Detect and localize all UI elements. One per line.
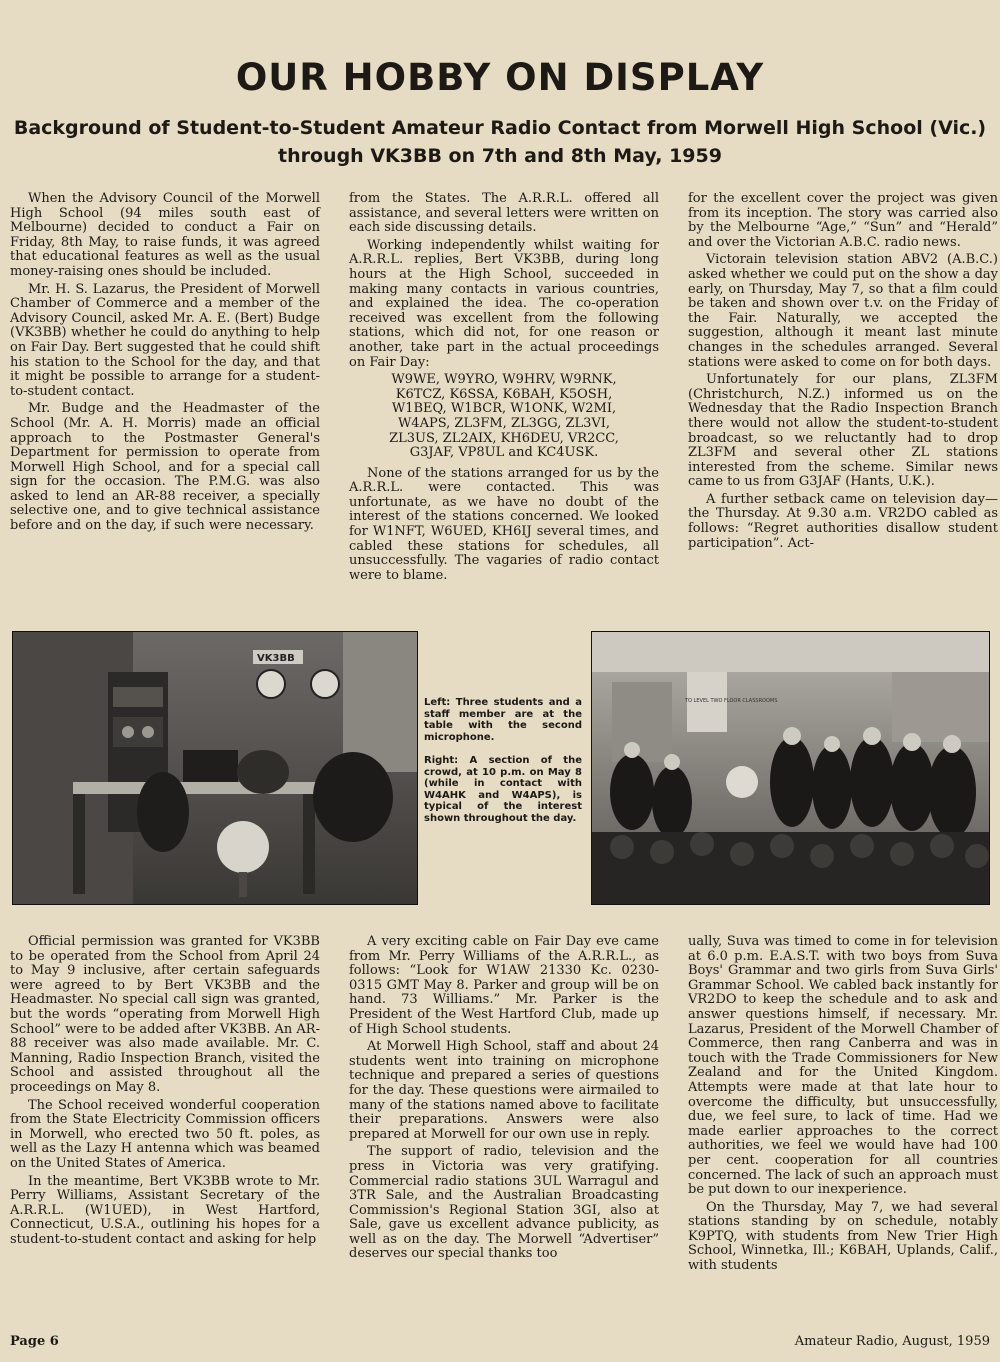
paragraph: A very exciting cable on Fair Day eve came from Mr. Perry Williams of the A.R.R.L., as follows: “Look for W1AW 21330 Kc. 0230-0315 GMT May 8. Parker and group will be on hand. 73 Williams.” Mr. Parker is the President of the West Hartford Club, made up of High School students. (349, 934, 659, 1037)
article-title: OUR HOBBY ON DISPLAY (235, 56, 765, 99)
paragraph: On the Thursday, May 7, we had several stations standing by on schedule, notably K9PTQ, with students from New Trier High School, Winnetka, Ill.; K6BAH, Uplands, Calif., with students (688, 1199, 998, 1274)
paragraph: A further setback came on television day—the Thursday. At 9.30 a.m. VR2DO cabled as follows: “Regret authorities disallow student participation”. Act- (688, 491, 998, 551)
bottom-column-2 (349, 935, 659, 1265)
subtitle-line-2: through VK3BB on 7th and 8th May, 1959 (278, 145, 722, 167)
top-column-3 (688, 192, 998, 554)
paragraph: ually, Suva was timed to come in for television at 6.0 p.m. E.A.S.T. with two boys from Suva Boys' Grammar and two girls from Suva Girls' Grammar School. We cabled back instantly for VR2DO to keep the schedule and to ask and answer questions himself, if necessary. Mr. Lazarus, President of the Morwell Chamber of Commerce, then rang Canberra and was in touch with the Trade Commissioners for New Zealand and for the United Kingdom. Attempts were made at that late hour to overcome the difficulty, but unsuccessfully, due, we feel sure, to lack of time. Had we made earlier approaches to the correct authorities, we feel we would have had 100 per cent. cooperation for all countries concerned. The lack of such an approach must be put down to our inexperience. (688, 934, 998, 1198)
call-sign-line: K6TCZ, K6SSA, K6BAH, K5OSH, (395, 386, 613, 402)
paragraph: Working independently whilst waiting for A.R.R.L. replies, Bert VK3BB, during long hours at the High School, succeeded in making many contacts in various countries, and explained the idea. The co-operation received was excellent from the following stations, which did not, for one reason or another, take part in the actual proceedings on Fair Day: (349, 237, 659, 370)
caption-left: Left: Three students and a staff member are at the table with the second microphone. (424, 697, 582, 743)
paragraph: When the Advisory Council of the Morwell High School (94 miles south east of Melbourne) decided to conduct a Fair on Friday, 8th May, to raise funds, it was agreed that educational features as well as the usual money-raising ones should be included. (10, 191, 320, 279)
top-column-2 (349, 192, 659, 586)
photo-sign-text: VK3BB (257, 653, 295, 664)
bottom-column-1 (10, 935, 320, 1250)
paragraph: Unfortunately for our plans, ZL3FM (Christchurch, N.Z.) informed us on the Wednesday that the Radio Inspection Branch there would not allow the student-to-student broadcast, so we reluctantly had to drop ZL3FM and several other ZL stations interested from the scheme. Similar news came to us from G3JAF (Hants, U.K.). (688, 372, 998, 490)
paragraph: from the States. The A.R.R.L. offered all assistance, and several letters were written on each side discussing details. (349, 191, 659, 236)
photo-radio-station-illustration (13, 632, 417, 904)
call-sign-list (349, 373, 659, 461)
photo-radio-station (12, 631, 418, 905)
paragraph: Victorain television station ABV2 (A.B.C.) asked whether we could put on the show a day early, on Thursday, May 7, so that a film could be taken and shown over t.v. on the Friday of the Fair. Naturally, we accepted the suggestion, although it meant last minute changes in the schedules arranged. Several stations were asked to come on for both days. (688, 252, 998, 370)
photo-crowd (591, 631, 990, 905)
photo-captions (424, 697, 582, 836)
paragraph: The support of radio, television and the press in Victoria was very gratifying. Commercial radio stations 3UL Warragul and 3TR Sale, and the Australian Broadcasting Commission's Regional Station 3GI, also at Sale, gave us excellent advance publicity, as well as on the day. The Morwell “Advertiser” deserves our special thanks too (349, 1144, 659, 1262)
call-sign-line: W4APS, ZL3FM, ZL3GG, ZL3VI, (397, 415, 611, 431)
bottom-column-3 (688, 935, 998, 1277)
paragraph: In the meantime, Bert VK3BB wrote to Mr. Perry Williams, Assistant Secretary of the A.R.R.L. (W1UED), in West Hartford, Connecticut, U.S.A., outlining his hopes for a student-to-student contact and asking for help (10, 1173, 320, 1247)
paragraph: The School received wonderful cooperation from the State Electricity Commission officers in Morwell, who erected two 50 ft. poles, as well as the Lazy H antenna which was beamed on the United States of America. (10, 1097, 320, 1171)
caption-right: Right: A section of the crowd, at 10 p.m. on May 8 (while in contact with W4AHK and W4APS), is typical of the interest shown throughout the day. (424, 755, 582, 824)
photo-sign-text: TO LEVEL TWO FLOOR CLASSROOMS (685, 698, 778, 704)
call-sign-line: W1BEQ, W1BCR, W1ONK, W2MI, (391, 401, 617, 417)
top-column-1 (10, 192, 320, 537)
page-number: Page 6 (10, 1334, 59, 1349)
paragraph: At Morwell High School, staff and about 24 students went into training on microphone technique and prepared a series of questions for the day. These questions were airmailed to many of the stations named above to facilitate their preparations. Answers were also prepared at Morwell for our own use in reply. (349, 1039, 659, 1142)
publication-footer: Amateur Radio, August, 1959 (794, 1334, 990, 1349)
call-sign-line: G3JAF, VP8UL and KC4USK. (409, 445, 599, 461)
paragraph: for the excellent cover the project was given from its inception. The story was carried also by the Melbourne “Age,” “Sun” and “Herald” and over the Victorian A.B.C. radio news. (688, 191, 998, 250)
subtitle-line-1: Background of Student-to-Student Amateur Radio Contact from Morwell High School (Vic.) (13, 117, 987, 139)
paragraph: Official permission was granted for VK3BB to be operated from the School from April 24 to May 9 inclusive, after certain safeguards were agreed to by Bert VK3BB and the Headmaster. No special call sign was granted, but the words “operating from Morwell High School” were to be added after VK3BB. An AR-88 receiver was also made available. Mr. C. Manning, Radio Inspection Branch, visited the School and assisted throughout all the proceedings on May 8. (10, 934, 320, 1095)
paragraph: Mr. Budge and the Headmaster of the School (Mr. A. H. Morris) made an official approach to the Postmaster General's Department for permission to operate from Morwell High School, and for a special call sign for the occasion. The P.M.G. was also asked to lend an AR-88 receiver, a specially selective one, and to give technical assistance before and on the day, if such were necessary. (10, 401, 320, 534)
call-sign-line: ZL3US, ZL2AIX, KH6DEU, VR2CC, (389, 430, 619, 446)
paragraph: None of the stations arranged for us by the A.R.R.L. were contacted. This was unfortunate, as we have no doubt of the interest of the stations concerned. We looked for W1NFT, W6UED, KH6IJ several times, and cabled these stations for schedules, all unsuccessfully. The vagaries of radio contact were to blame. (349, 465, 659, 583)
article-subtitle (0, 114, 1000, 170)
call-sign-line: W9WE, W9YRO, W9HRV, W9RNK, (391, 372, 617, 388)
photo-crowd-illustration (592, 632, 989, 904)
paragraph: Mr. H. S. Lazarus, the President of Morwell Chamber of Commerce and a member of the Advisory Council, asked Mr. A. E. (Bert) Budge (VK3BB) whether he could do anything to help on Fair Day. Bert suggested that he could shift his station to the School for the day, and that it might be possible to arrange for a student-to-student contact. (10, 281, 320, 399)
